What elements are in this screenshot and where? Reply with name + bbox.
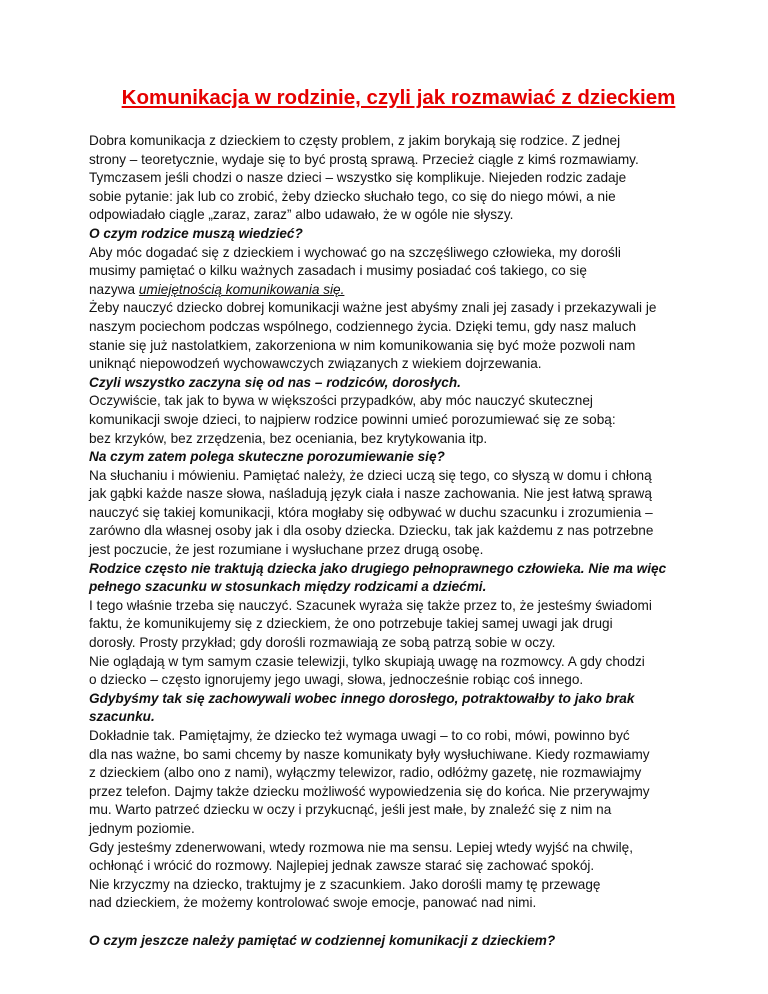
paragraph-line: I tego właśnie trzeba się nauczyć. Szacunek wyraża się także przez to, że jesteśmy świadomi — [89, 597, 652, 613]
paragraph-line — [89, 281, 708, 300]
paragraph-line: zarówno dla własnej osoby jak i dla osoby dziecka. Dziecku, tak jak każdemu z nas potrzebne — [89, 523, 654, 539]
paragraph-line: faktu, że komunikujemy się z dzieckiem, że ono potrzebuje takiej samej uwagi jak drugi — [89, 616, 613, 632]
paragraph-line: stanie się już nastolatkiem, zakorzeniona w nim komunikowania się być może pozwoli nam — [89, 337, 636, 353]
paragraph-line: musimy pamiętać o kilku ważnych zasadach i musimy posiadać coś takiego, co się — [89, 263, 587, 279]
paragraph-line: sobie pytanie: jak lub co zrobić, żeby dziecko słuchało tego, co się do niego mówi, a nie — [89, 188, 616, 204]
section-heading: O czym jeszcze należy pamiętać w codziennej komunikacji z dzieckiem? — [89, 932, 556, 948]
section-heading: O czym rodzice muszą wiedzieć? — [89, 225, 303, 241]
document-title: Komunikacja w rodzinie, czyli jak rozmawiać z dzieckiem — [121, 86, 676, 109]
paragraph-line: mu. Warto patrzeć dziecku w oczy i przykucnąć, jeśli jest małe, by znaleźć się z nim na — [89, 802, 612, 818]
section-heading: Czyli wszystko zaczyna się od nas – rodziców, dorosłych. — [89, 374, 461, 390]
paragraph-line: jednym poziomie. — [89, 820, 195, 836]
paragraph-line: nauczyć się takiej komunikacji, która mogłaby się odbywać w duchu szacunku i zrozumienia – — [89, 504, 653, 520]
paragraph-line: jak gąbki każde nasze słowa, naśladują język ciała i nasze zachowania. Nie jest łatwą sprawą — [89, 486, 652, 502]
document-body — [89, 132, 708, 950]
paragraph-line: Tymczasem jeśli chodzi o nasze dzieci – wszystko się komplikuje. Niejeden rodzic zadaje — [89, 170, 627, 186]
paragraph-line: jest poczucie, że jest rozumiane i wysłuchane przez drugą osobę. — [89, 542, 484, 558]
paragraph-line: Dokładnie tak. Pamiętajmy, że dziecko też wymaga uwagi – to co robi, mówi, powinno być — [89, 728, 630, 743]
section-heading: Na czym zatem polega skuteczne porozumiewanie się? — [89, 449, 445, 465]
blank-line — [89, 913, 708, 932]
paragraph-line: z dzieckiem (albo ono z nami), wyłączmy telewizor, radio, odłóżmy gazetę, nie rozmawiajmy — [89, 765, 642, 781]
section-heading: pełnego szacunku w stosunkach między rodzicami a dziećmi. — [89, 579, 487, 595]
section-heading: Rodzice często nie traktują dziecka jako drugiego pełnoprawnego człowieka. Nie ma więc — [89, 560, 667, 576]
paragraph-line: komunikacji swoje dzieci, to najpierw rodzice powinni umieć porozumiewać się ze sobą: — [89, 411, 616, 427]
paragraph-line: ochłonąć i wrócić do rozmowy. Najlepiej jednak zawsze starać się zachować spokój. — [89, 858, 595, 874]
paragraph-line: bez krzyków, bez zrzędzenia, bez oceniania, bez krytykowania itp. — [89, 430, 488, 446]
paragraph-line: o dziecko – często ignorujemy jego uwagi, słowa, jednocześnie robiąc coś innego. — [89, 672, 584, 688]
paragraph-line: uniknąć niepowodzeń wychowawczych związanych z wiekiem dojrzewania. — [89, 356, 542, 372]
paragraph-line: nad dzieckiem, że możemy kontrolować swoje emocje, panować nad nimi. — [89, 895, 537, 911]
section-heading: szacunku. — [89, 709, 155, 725]
paragraph-line: naszym pociechom podczas wspólnego, codziennego życia. Dzięki temu, gdy nasz maluch — [89, 318, 637, 334]
paragraph-line: odpowiadało ciągle „zaraz, zaraz” albo udawało, że w ogóle nie słyszy. — [89, 207, 514, 223]
paragraph-line: dla nas ważne, bo sami chcemy by nasze komunikaty były wysłuchiwane. Kiedy rozmawiamy — [89, 746, 650, 762]
paragraph-line: Aby móc dogadać się z dzieckiem i wychować go na szczęśliwego człowieka, my dorośli — [89, 244, 621, 260]
paragraph-text: nazywa — [89, 281, 139, 297]
paragraph-line: Nie krzyczmy na dziecko, traktujmy je z szacunkiem. Jako dorośli mamy tę przewagę — [89, 876, 601, 892]
emphasized-term: umiejętnością komunikowania się. — [138, 281, 345, 297]
paragraph-line: Gdy jesteśmy zdenerwowani, wtedy rozmowa nie ma sensu. Lepiej wtedy wyjść na chwilę, — [89, 839, 633, 855]
paragraph-line: przez telefon. Dajmy także dziecku możliwość wypowiedzenia się do końca. Nie przerywajmy — [89, 783, 650, 799]
paragraph-line: Dobra komunikacja z dzieckiem to częsty problem, z jakim borykają się rodzice. Z jednej — [89, 133, 621, 148]
paragraph-line: Żeby nauczyć dziecko dobrej komunikacji ważne jest abyśmy znali jej zasady i przekazywali je — [89, 300, 657, 316]
paragraph-line: Na słuchaniu i mówieniu. Pamiętać należy, że dzieci uczą się tego, co słyszą w domu i chłoną — [89, 467, 652, 483]
paragraph-line: strony – teoretycznie, wydaje się to być prostą sprawą. Przecież ciągle z kimś rozmawiamy. — [89, 151, 639, 167]
paragraph-line: dorosły. Prosty przykład; gdy dorośli rozmawiają ze sobą patrzą sobie w oczy. — [89, 635, 556, 651]
paragraph-line: Oczywiście, tak jak to bywa w większości przypadków, aby móc nauczyć skutecznej — [89, 393, 593, 409]
section-heading: Gdybyśmy tak się zachowywali wobec innego dorosłego, potraktowałby to jako brak — [89, 690, 635, 706]
paragraph-line: Nie oglądają w tym samym czasie telewizji, tylko skupiają uwagę na rozmowcy. A gdy chodzi — [89, 653, 645, 669]
